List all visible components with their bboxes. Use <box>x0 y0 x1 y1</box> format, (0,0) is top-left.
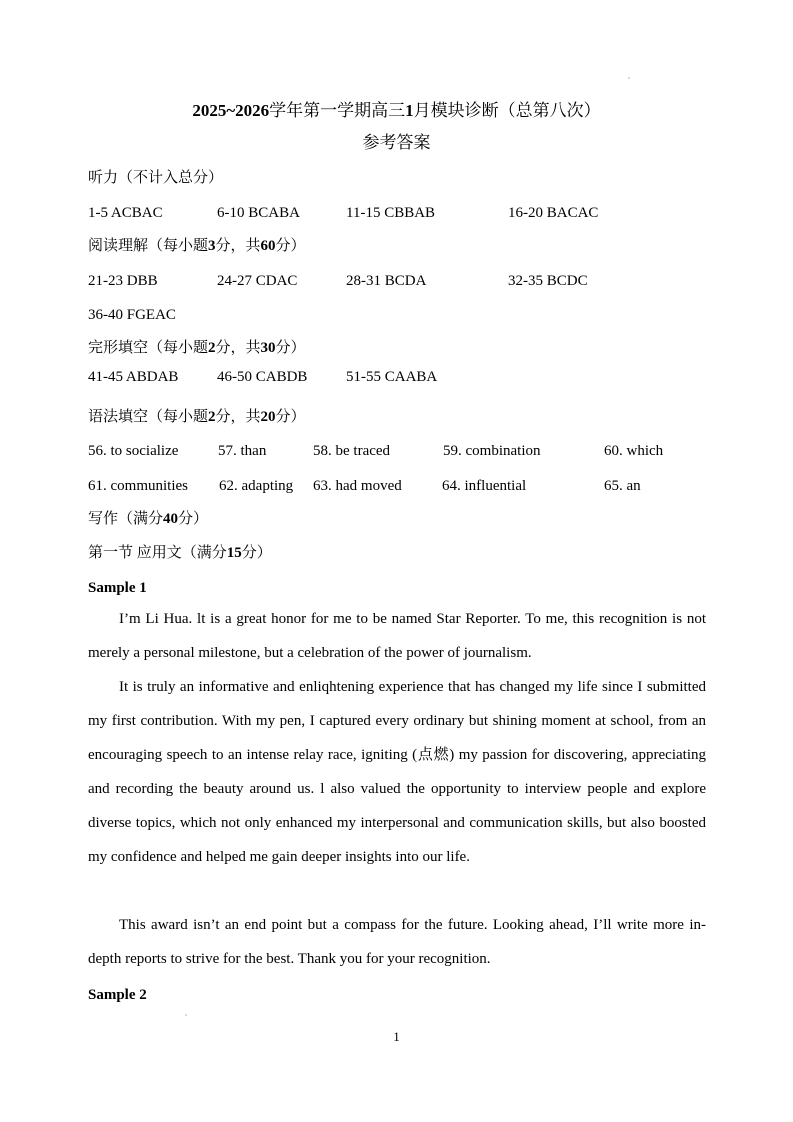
grammar-answer: 59. combination <box>443 443 541 459</box>
answer-group: 28-31 BCDA <box>346 273 427 289</box>
answer-group: 51-55 CAABA <box>346 369 438 385</box>
reading-heading <box>88 236 306 256</box>
listening-heading: 听力（不计入总分） <box>88 170 224 186</box>
answer-group: 46-50 CABDB <box>217 369 308 385</box>
heading-text: 分） <box>178 511 209 527</box>
heading-points-total: 60 <box>260 238 276 254</box>
title-year-range: 2025~2026 <box>192 101 270 120</box>
heading-text: 分，共 <box>215 340 261 356</box>
title-month-number: 1 <box>405 101 414 120</box>
grammar-answer: 64. influential <box>442 478 527 494</box>
heading-text: 分） <box>241 545 272 561</box>
document-subtitle: 参考答案 <box>362 133 431 152</box>
heading-text: 分） <box>275 340 306 356</box>
grammar-heading <box>88 407 306 427</box>
heading-text: 完形填空（每小题 <box>88 340 209 356</box>
answer-group: 36-40 FGEAC <box>88 307 176 323</box>
heading-text: 第一节 应用文（满分 <box>88 545 227 561</box>
heading-points-total: 20 <box>260 409 276 425</box>
sample1-paragraph-1: I’m Li Hua. lt is a great honor for me to be named Star Reporter. To me, this recognition is not merely a personal milestone, but a celebration of the power of journalism. <box>88 611 706 661</box>
heading-points-total: 30 <box>260 340 276 356</box>
cloze-answers-row <box>88 367 708 387</box>
heading-text: 语法填空（每小题 <box>88 409 209 425</box>
sample1-label: Sample 1 <box>88 580 147 596</box>
heading-points-each: 2 <box>208 340 216 356</box>
heading-points-total: 40 <box>163 511 179 527</box>
grammar-answer: 62. adapting <box>219 478 294 494</box>
heading-text: 阅读理解（每小题 <box>88 238 209 254</box>
title-text: 学年第一学期高三 <box>269 101 406 120</box>
grammar-answer: 61. communities <box>88 478 188 494</box>
heading-points-total: 15 <box>226 545 242 561</box>
grammar-answer: 63. had moved <box>313 478 402 494</box>
grammar-answer: 60. which <box>604 443 664 459</box>
page-number: 1 <box>393 1029 400 1044</box>
answer-group: 16-20 BACAC <box>508 205 599 221</box>
answer-group: 1-5 ACBAC <box>88 205 163 221</box>
heading-text: 分，共 <box>215 238 261 254</box>
scan-speck <box>185 1014 187 1016</box>
sample1-paragraph-3: This award isn’t an end point but a compass for the future. Looking ahead, I’ll write more in-depth reports to strive for the best. Thank you for your recognition. <box>88 917 706 967</box>
answer-group: 21-23 DBB <box>88 273 158 289</box>
scan-speck <box>628 77 630 79</box>
grammar-answers-row <box>88 476 708 496</box>
heading-points-each: 2 <box>208 409 216 425</box>
grammar-answer: 58. be traced <box>313 443 391 459</box>
cloze-heading <box>88 338 306 358</box>
reading-answers-row <box>88 271 708 291</box>
writing-section1-heading <box>88 543 272 563</box>
document-title <box>0 101 793 121</box>
sample1-paragraph-2: It is truly an informative and enliqhtening experience that has changed my life since I submitted my first contribution. With my pen, I captured every ordinary but shining moment at school, from an encouraging speech to an intense relay race, igniting (点燃) my passion for discovering, appreciating and recording the beauty around us. l also valued the opportunity to interview people and explore diverse topics, which not only enhanced my interpersonal and communication skills, but also boosted my confidence and helped me gain deeper insights into our life. <box>88 679 706 865</box>
heading-text: 写作（满分 <box>88 511 164 527</box>
answer-group: 41-45 ABDAB <box>88 369 179 385</box>
answer-group: 32-35 BCDC <box>508 273 588 289</box>
grammar-answers-row <box>88 441 708 461</box>
title-text-suffix: 月模块诊断（总第八次） <box>413 101 601 120</box>
answer-group: 11-15 CBBAB <box>346 205 436 221</box>
heading-points-each: 3 <box>208 238 216 254</box>
answer-group: 6-10 BCABA <box>217 205 300 221</box>
answer-group: 24-27 CDAC <box>217 273 298 289</box>
grammar-answer: 65. an <box>604 478 641 494</box>
grammar-answer: 56. to socialize <box>88 443 179 459</box>
writing-heading <box>88 509 208 529</box>
heading-text: 分，共 <box>215 409 261 425</box>
listening-answers-row <box>88 203 708 223</box>
heading-text: 分） <box>275 409 306 425</box>
grammar-answer: 57. than <box>218 443 267 459</box>
sample2-label: Sample 2 <box>88 987 147 1003</box>
heading-text: 分） <box>275 238 306 254</box>
